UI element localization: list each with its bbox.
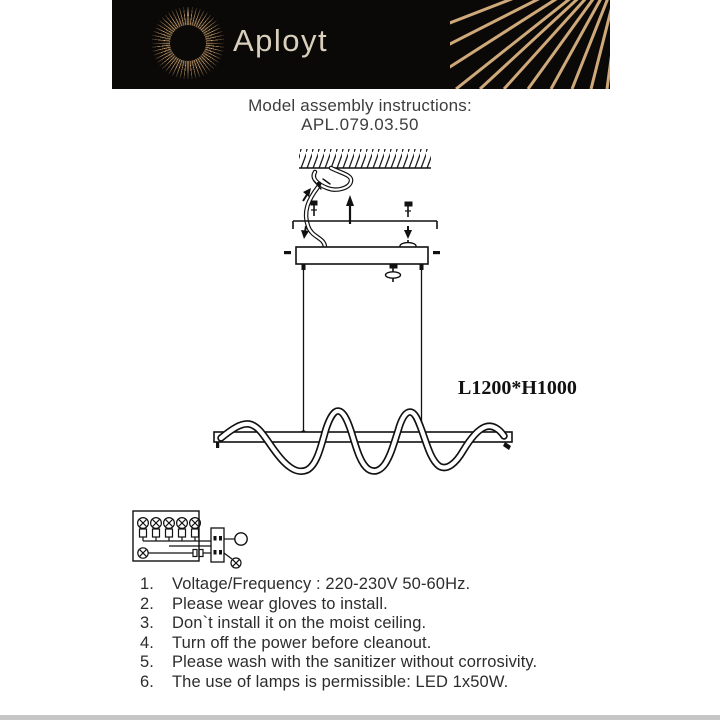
dimension-label: L1200*H1000	[458, 377, 577, 399]
item-number: 6.	[140, 672, 154, 691]
ceiling-hatch	[299, 149, 431, 168]
list-item	[140, 614, 610, 634]
item-number: 2.	[140, 594, 154, 613]
list-item	[140, 634, 610, 654]
ceiling-canopy	[284, 247, 440, 264]
item-text: Turn off the power before cleanout.	[172, 633, 432, 652]
item-text: Please wear gloves to install.	[172, 594, 388, 613]
item-number: 3.	[140, 614, 154, 633]
item-number: 5.	[140, 653, 154, 672]
list-item	[140, 595, 610, 615]
item-text: Please wash with the sanitizer without corrosivity.	[172, 653, 538, 672]
brand-name: Aployt	[233, 23, 329, 58]
model-code: APL.079.03.50	[301, 115, 419, 134]
power-cable	[306, 168, 351, 247]
photo-edge-strip	[0, 715, 720, 720]
item-number: 4.	[140, 633, 154, 652]
instructions-list	[140, 575, 610, 693]
list-item	[140, 575, 610, 595]
list-item	[140, 673, 610, 693]
item-text: Voltage/Frequency : 220-230V 50-60Hz.	[172, 575, 471, 593]
list-item	[140, 653, 610, 673]
item-text: The use of lamps is permissible: LED 1x50W.	[172, 672, 509, 691]
mounting-bracket	[293, 221, 437, 229]
wiring-diagram	[133, 511, 247, 568]
item-text: Don`t install it on the moist ceiling.	[172, 614, 427, 633]
direction-arrows	[301, 188, 412, 239]
mounting-screws	[311, 201, 416, 282]
page-title: Model assembly instructions:	[248, 96, 472, 115]
item-number: 1.	[140, 575, 154, 593]
